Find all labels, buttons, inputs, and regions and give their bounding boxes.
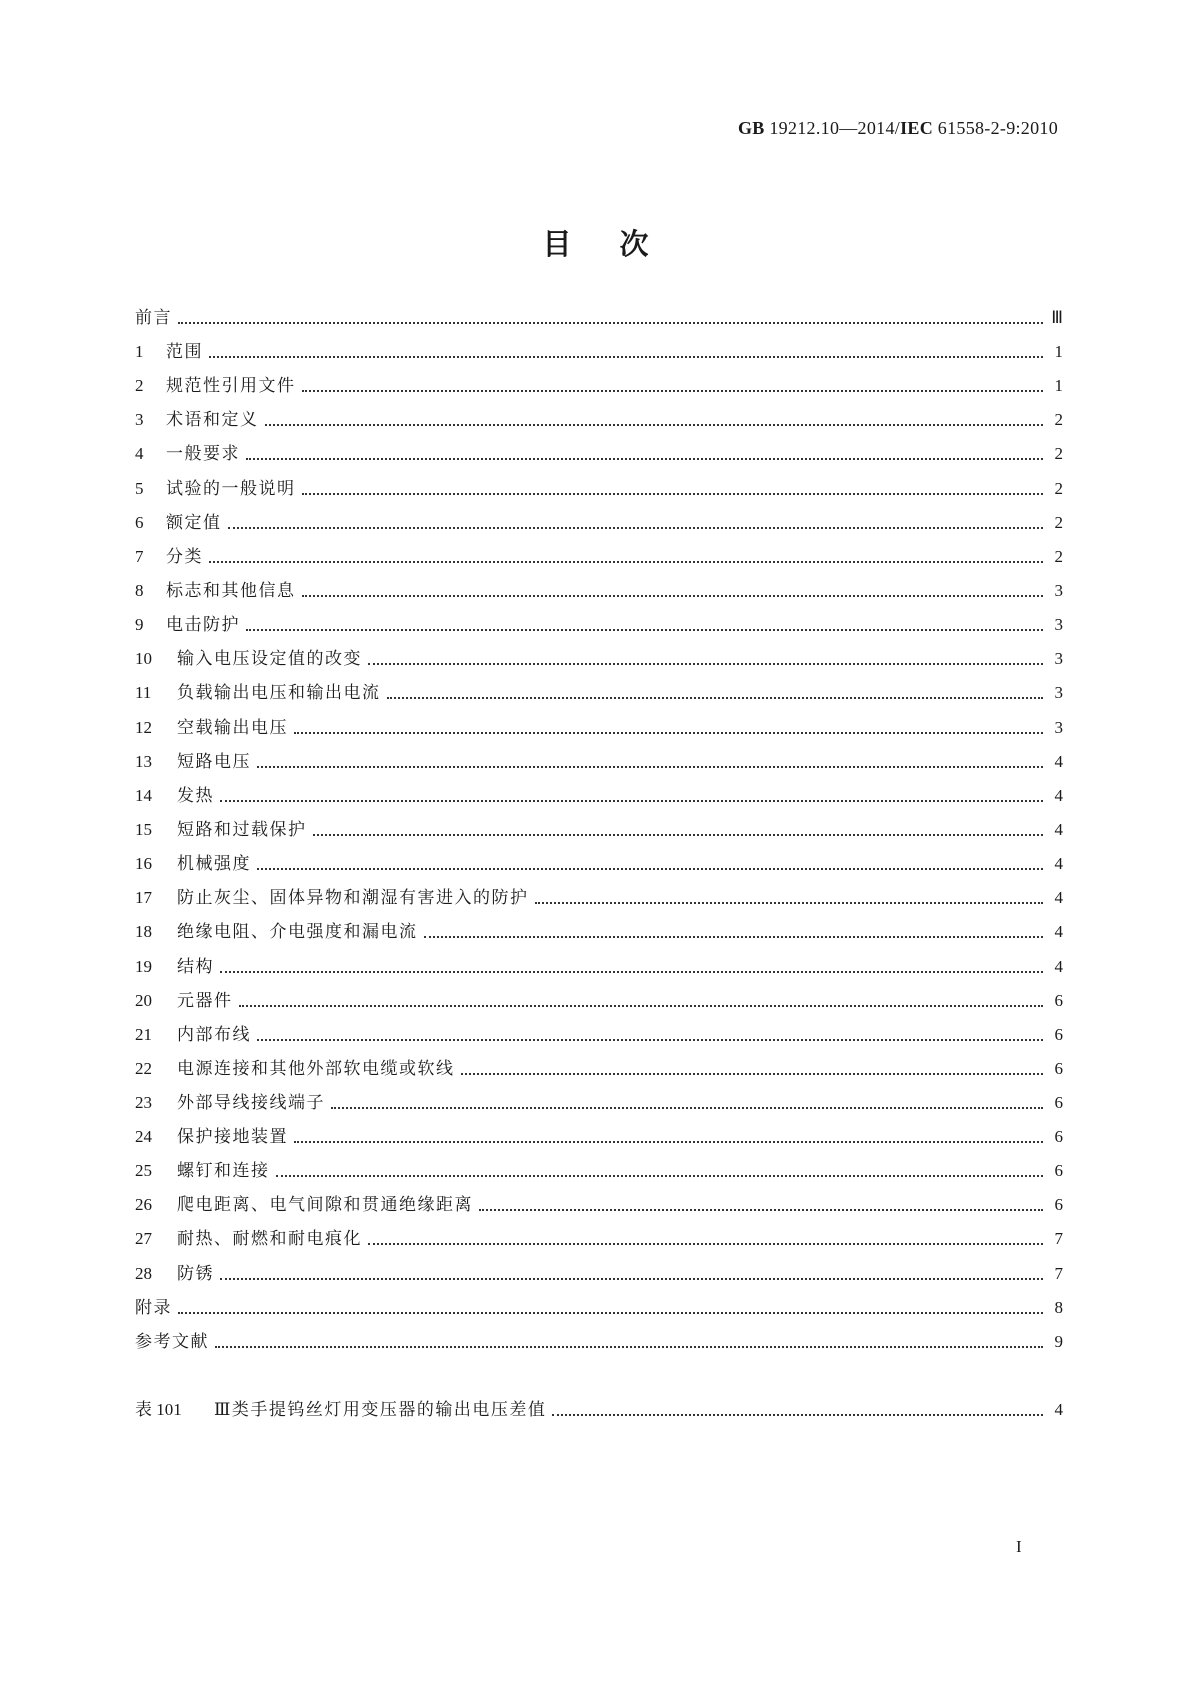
toc-dot-leader: [302, 595, 1044, 597]
toc-entry-number: 20: [135, 991, 152, 1010]
toc-entry-page: 1: [1054, 342, 1063, 361]
toc-entry[interactable]: [135, 442, 1063, 466]
toc-dot-leader: [246, 458, 1043, 460]
toc-entry[interactable]: [135, 1330, 1063, 1354]
toc-entry[interactable]: [135, 1023, 1063, 1047]
toc-entry-title: 附录: [135, 1298, 172, 1318]
toc-entry-title: 规范性引用文件: [166, 376, 296, 396]
toc-entry[interactable]: [135, 511, 1063, 535]
toc-entry-number: 3: [135, 410, 144, 429]
toc-dot-leader: [424, 936, 1044, 938]
toc-dot-leader: [239, 1005, 1044, 1007]
toc-dot-leader: [313, 834, 1044, 836]
toc-dot-leader: [331, 1107, 1043, 1109]
toc-entry-page: 4: [1054, 752, 1063, 771]
toc-entry-page: 2: [1054, 513, 1063, 532]
toc-entry-number: 23: [135, 1093, 152, 1112]
toc-entry-page: 4: [1054, 922, 1063, 941]
toc-entry-number: 11: [135, 683, 152, 702]
toc-dot-leader: [215, 1346, 1043, 1348]
toc-entry-number: 19: [135, 957, 152, 976]
toc-entry-title: 空载输出电压: [177, 718, 288, 738]
toc-dot-leader: [294, 1141, 1043, 1143]
toc-dot-leader: [479, 1209, 1043, 1211]
toc-dot-leader: [552, 1414, 1043, 1416]
toc-entry-title: 发热: [177, 786, 214, 806]
iec-code-number: 61558-2-9:2010: [933, 118, 1058, 138]
toc-entry-title: 短路电压: [177, 752, 251, 772]
toc-entry[interactable]: [135, 306, 1063, 330]
toc-dot-leader: [220, 800, 1043, 802]
toc-entry[interactable]: [135, 1398, 1063, 1422]
toc-entry-page: 2: [1054, 444, 1063, 463]
toc-entry[interactable]: [135, 716, 1063, 740]
toc-entry-title: 外部导线接线端子: [177, 1093, 325, 1113]
toc-dot-leader: [535, 902, 1044, 904]
toc-entry-number: 14: [135, 786, 152, 805]
toc-entry-page: 4: [1054, 786, 1063, 805]
toc-entry-title: Ⅲ类手提钨丝灯用变压器的输出电压差值: [214, 1400, 547, 1420]
toc-entry[interactable]: [135, 818, 1063, 842]
toc-entry[interactable]: [135, 1125, 1063, 1149]
standard-code-iec: IEC: [900, 118, 933, 138]
toc-dot-leader: [368, 663, 1043, 665]
toc-entry-number: 12: [135, 718, 152, 737]
toc-dot-leader: [276, 1175, 1044, 1177]
toc-entry-page: 3: [1054, 615, 1063, 634]
toc-entry-title: 绝缘电阻、介电强度和漏电流: [177, 922, 418, 942]
toc-entry[interactable]: [135, 545, 1063, 569]
toc-entry[interactable]: [135, 886, 1063, 910]
toc-entry[interactable]: [135, 1091, 1063, 1115]
toc-entry[interactable]: [135, 1296, 1063, 1320]
toc-entry-page: 6: [1054, 1093, 1063, 1112]
toc-dot-leader: [178, 322, 1043, 324]
toc-entry[interactable]: [135, 579, 1063, 603]
standard-code-number: 19212.10—2014/: [764, 118, 901, 138]
toc-entry-title: 额定值: [166, 513, 222, 533]
toc-entry-number: 9: [135, 615, 144, 634]
toc-entry-page: 8: [1054, 1298, 1063, 1317]
toc-entry-title: 参考文献: [135, 1332, 209, 1352]
toc-entry-page: 6: [1054, 1195, 1063, 1214]
toc-entry-title: 标志和其他信息: [166, 581, 296, 601]
toc-entry-title: 短路和过载保护: [177, 820, 307, 840]
toc-entry-page: 7: [1054, 1229, 1063, 1248]
toc-entry-page: 6: [1054, 1161, 1063, 1180]
toc-entry-page: 4: [1054, 854, 1063, 873]
toc-entry-title: 元器件: [177, 991, 233, 1011]
toc-entry-title: 负载输出电压和输出电流: [177, 683, 381, 703]
toc-entry-number: 表 101: [135, 1400, 182, 1419]
toc-entry-title: 螺钉和连接: [177, 1161, 270, 1181]
toc-entry-page: 7: [1054, 1264, 1063, 1283]
toc-dot-leader: [461, 1073, 1044, 1075]
toc-entry[interactable]: [135, 681, 1063, 705]
toc-entry-number: 6: [135, 513, 144, 532]
toc-entry[interactable]: [135, 477, 1063, 501]
toc-entry-title: 防锈: [177, 1264, 214, 1284]
toc-entry[interactable]: [135, 408, 1063, 432]
toc-entry-page: Ⅲ: [1051, 308, 1063, 327]
toc-entry-title: 前言: [135, 308, 172, 328]
toc-entry-number: 15: [135, 820, 152, 839]
toc-entry-number: 1: [135, 342, 144, 361]
toc-entry-page: 4: [1054, 820, 1063, 839]
toc-entry-title: 电击防护: [166, 615, 240, 635]
toc-entry-title: 内部布线: [177, 1025, 251, 1045]
toc-dot-leader: [228, 527, 1044, 529]
toc-entry[interactable]: [135, 1057, 1063, 1081]
toc-entry-page: 3: [1054, 581, 1063, 600]
toc-entry[interactable]: [135, 647, 1063, 671]
toc-entry-number: 2: [135, 376, 144, 395]
toc-dot-leader: [294, 732, 1043, 734]
toc-dot-leader: [265, 424, 1044, 426]
toc-entry-page: 3: [1054, 649, 1063, 668]
toc-entry-title: 术语和定义: [166, 410, 259, 430]
toc-entry-number: 26: [135, 1195, 152, 1214]
toc-entry-number: 28: [135, 1264, 152, 1283]
toc-entry-title: 防止灰尘、固体异物和潮湿有害进入的防护: [177, 888, 529, 908]
toc-entry[interactable]: [135, 340, 1063, 364]
toc-entry-number: 27: [135, 1229, 152, 1248]
toc-dot-leader: [368, 1243, 1043, 1245]
toc-entry-page: 9: [1054, 1332, 1063, 1351]
toc-entry-title: 机械强度: [177, 854, 251, 874]
toc-dot-leader: [220, 1278, 1043, 1280]
toc-dot-leader: [302, 390, 1044, 392]
toc-entry-number: 22: [135, 1059, 152, 1078]
toc-entry-page: 2: [1054, 410, 1063, 429]
toc-dot-leader: [302, 493, 1044, 495]
toc-entry-page: 4: [1054, 957, 1063, 976]
toc-entry[interactable]: [135, 1193, 1063, 1217]
toc-entry-number: 17: [135, 888, 152, 907]
toc-entry-page: 6: [1054, 1059, 1063, 1078]
toc-dot-leader: [257, 1039, 1043, 1041]
toc-entry-page: 4: [1054, 888, 1063, 907]
toc-entry-title: 电源连接和其他外部软电缆或软线: [177, 1059, 455, 1079]
toc-entry-number: 25: [135, 1161, 152, 1180]
toc-entry-number: 5: [135, 479, 144, 498]
toc-entry[interactable]: [135, 1227, 1063, 1251]
page-number: I: [1016, 1537, 1022, 1556]
toc-entry-page: 2: [1054, 479, 1063, 498]
toc-dot-leader: [178, 1312, 1043, 1314]
toc-entry[interactable]: [135, 1159, 1063, 1183]
standard-number-header: [738, 118, 1058, 139]
toc-entry-title: 一般要求: [166, 444, 240, 464]
toc-dot-leader: [257, 766, 1043, 768]
toc-entry-number: 4: [135, 444, 144, 463]
toc-entry[interactable]: [135, 920, 1063, 944]
toc-entry-number: 8: [135, 581, 144, 600]
toc-entry[interactable]: [135, 750, 1063, 774]
toc-dot-leader: [220, 971, 1043, 973]
toc-dot-leader: [246, 629, 1043, 631]
toc-entry-page: 3: [1054, 683, 1063, 702]
toc-entry[interactable]: [135, 1262, 1063, 1286]
toc-entry-title: 保护接地装置: [177, 1127, 288, 1147]
toc-entry-number: 10: [135, 649, 152, 668]
toc-entry[interactable]: [135, 613, 1063, 637]
toc-entry-number: 16: [135, 854, 152, 873]
toc-entry[interactable]: [135, 784, 1063, 808]
toc-dot-leader: [209, 561, 1043, 563]
toc-entry-title: 分类: [166, 547, 203, 567]
toc-entry-title: 试验的一般说明: [166, 479, 296, 499]
toc-entry-number: 21: [135, 1025, 152, 1044]
toc-entry-number: 7: [135, 547, 144, 566]
standard-code-gb: GB: [737, 118, 765, 138]
toc-entry[interactable]: [135, 955, 1063, 979]
toc-entry-page: 1: [1054, 376, 1063, 395]
toc-dot-leader: [209, 356, 1043, 358]
toc-entry-title: 输入电压设定值的改变: [177, 649, 362, 669]
toc-entry-number: 18: [135, 922, 152, 941]
page-title: 目次: [542, 227, 697, 261]
toc-entry-page: 4: [1054, 1400, 1063, 1419]
toc-dot-leader: [387, 697, 1044, 699]
toc-entry-title: 爬电距离、电气间隙和贯通绝缘距离: [177, 1195, 473, 1215]
toc-dot-leader: [257, 868, 1043, 870]
toc-entry-number: 24: [135, 1127, 152, 1146]
toc-entry-page: 3: [1054, 718, 1063, 737]
toc-entry-title: 结构: [177, 957, 214, 977]
toc-entry-page: 6: [1054, 991, 1063, 1010]
toc-entry-title: 范围: [166, 342, 203, 362]
toc-entry-number: 13: [135, 752, 152, 771]
toc-entry[interactable]: [135, 852, 1063, 876]
toc-entry-page: 6: [1054, 1025, 1063, 1044]
toc-entry-page: 2: [1054, 547, 1063, 566]
toc-entry-title: 耐热、耐燃和耐电痕化: [177, 1229, 362, 1249]
toc-entry[interactable]: [135, 989, 1063, 1013]
toc-entry[interactable]: [135, 374, 1063, 398]
toc-entry-page: 6: [1054, 1127, 1063, 1146]
